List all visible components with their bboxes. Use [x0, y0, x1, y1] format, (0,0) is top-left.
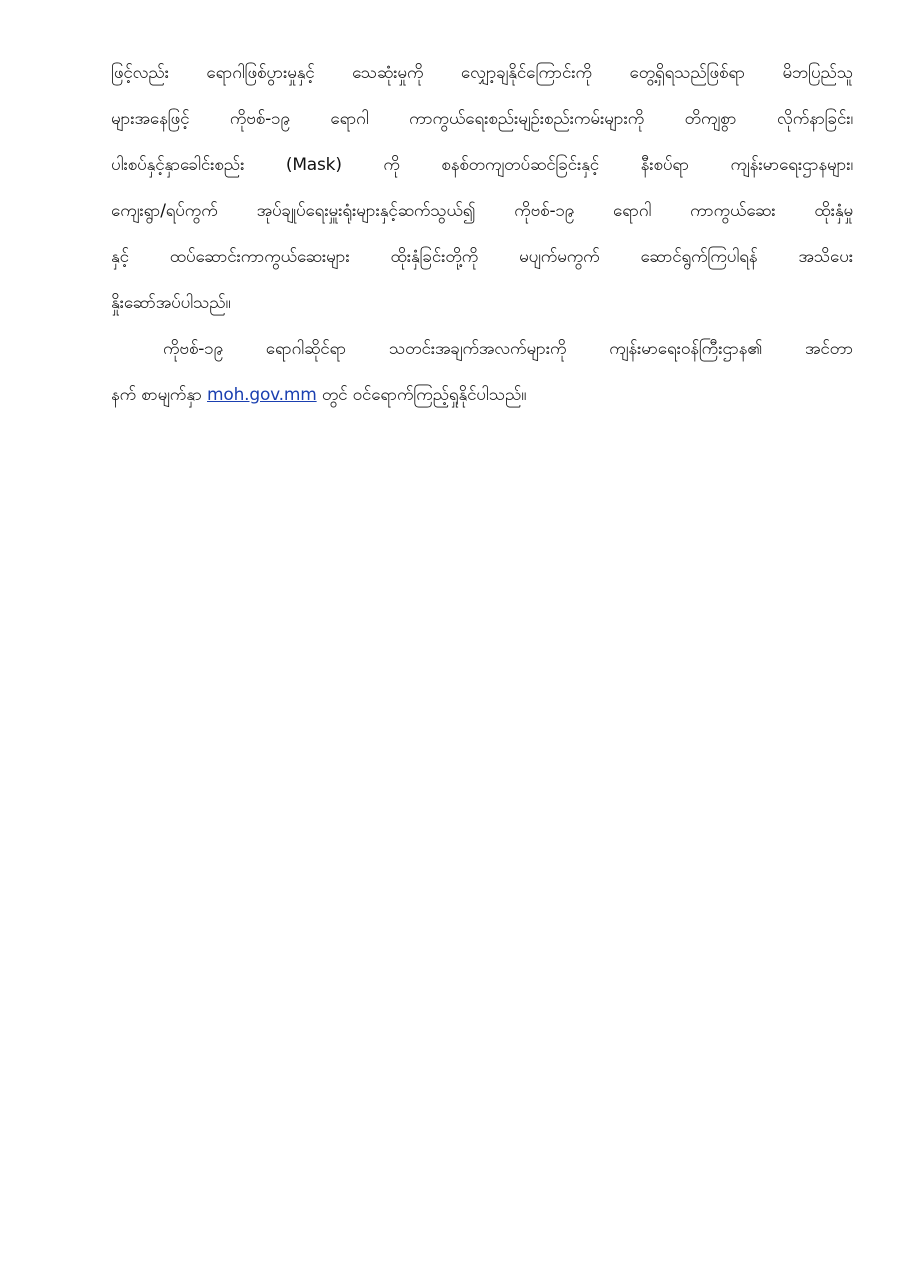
document-body: [111, 50, 853, 418]
paragraph-2-line-2-prefix: နက် စာမျက်နှာ: [111, 385, 208, 405]
paragraph-1-line-2: များအနေဖြင့် ကိုဗစ်-၁၉ ရောဂါ ကာကွယ်ရေးစည်းမျဉ်းစည်းကမ်းများကို တိကျစွာ လိုက်နာခြင်း၊: [111, 109, 853, 129]
paragraph-1-line-6: နှိုးဆော်အပ်ပါသည်။: [111, 293, 231, 313]
paragraph-2-line-2-suffix: တွင် ဝင်ရောက်ကြည့်ရှုနိုင်ပါသည်။: [316, 385, 527, 405]
paragraph-2-line-1: ကိုဗစ်-၁၉ ရောဂါဆိုင်ရာ သတင်းအချက်အလက်များကို ကျန်းမာရေးဝန်ကြီးဌာန၏ အင်တာ: [163, 339, 853, 359]
paragraph-1-line-3: ပါးစပ်နှင့်နှာခေါင်းစည်း (Mask) ကို စနစ်တကျတပ်ဆင်ခြင်းနှင့် နီးစပ်ရာ ကျန်းမာရေးဌာနများ၊: [111, 155, 853, 175]
paragraph-1-line-1: ဖြင့်လည်း ရောဂါဖြစ်ပွားမှုနှင့် သေဆုံးမှုကို လျှော့ချနိုင်ကြောင်းကို တွေ့ရှိရသည်ဖြစ်ရာ မိဘပြည်သူ: [111, 63, 853, 83]
moh-website-link[interactable]: moh.gov.mm: [207, 385, 317, 405]
paragraph-1-line-4: ကျေးရွာ/ရပ်ကွက် အုပ်ချုပ်ရေးမှူးရုံးများနှင့်ဆက်သွယ်၍ ကိုဗစ်-၁၉ ရောဂါ ကာကွယ်ဆေး ထိုးနှံမှု: [111, 201, 853, 221]
paragraph-1-line-5: နှင့် ထပ်ဆောင်းကာကွယ်ဆေးများ ထိုးနှံခြင်းတို့ကို မပျက်မကွက် ဆောင်ရွက်ကြပါရန် အသိပေး: [111, 247, 853, 267]
paragraph-1: [111, 50, 853, 326]
paragraph-2-line-2: [111, 372, 853, 418]
paragraph-2: [111, 326, 853, 418]
